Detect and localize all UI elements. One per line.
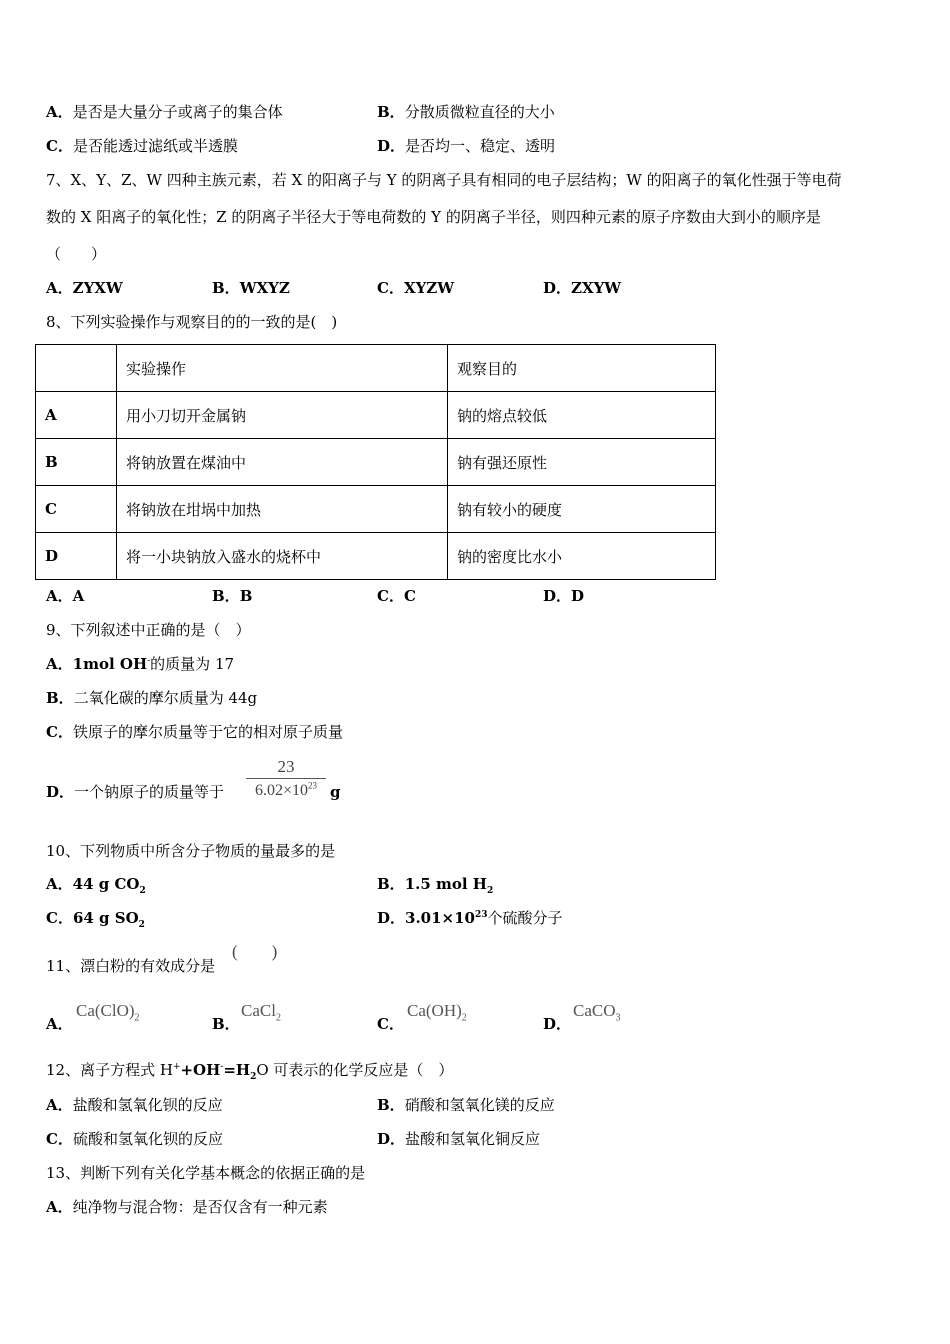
q9-option-a: A．1mol OH-的质量为 17 — [46, 655, 235, 673]
q9-option-b: B．二氧化碳的摩尔质量为 44g — [46, 689, 258, 707]
q9-fraction — [244, 756, 328, 803]
table-header-cell: 观察目的 — [448, 345, 716, 392]
q11-option-b-key: B． — [212, 1015, 240, 1033]
q12-option-a: A．盐酸和氢氧化钡的反应 — [46, 1096, 223, 1114]
table-cell: C — [36, 486, 117, 533]
table-cell: B — [36, 439, 117, 486]
q12-stem: 12、离子方程式 $H^++OH^-=H_2O$ 可表示的化学反应是（ ） — [46, 1061, 454, 1082]
q9-option-d: D．一个钠原子的质量等于 — [46, 783, 225, 801]
table-cell: 钠的熔点较低 — [448, 392, 716, 439]
q11-option-d-formula: CaCO$_3$ — [573, 1001, 621, 1024]
q13-option-a: A．纯净物与混合物：是否仅含有一种元素 — [46, 1198, 328, 1216]
q11-option-d-key: D． — [543, 1015, 572, 1033]
q8-stem: 8、下列实验操作与观察目的的一致的是( ) — [46, 313, 338, 331]
table-cell: 钠的密度比水小 — [448, 533, 716, 580]
q10-stem: 10、下列物质中所含分子物质的量最多的是 — [46, 842, 336, 860]
table-cell: 将钠放在坩埚中加热 — [117, 486, 448, 533]
q6-option-a: A．是否是大量分子或离子的集合体 — [46, 103, 283, 121]
q10-option-b: B．1.5 mol $H_2$ — [377, 875, 494, 896]
table-cell: 钠有较小的硬度 — [448, 486, 716, 533]
q10-option-c: C．64 g $SO_2$ — [46, 909, 145, 930]
q11-option-c-key: C． — [377, 1015, 404, 1033]
table-row — [36, 533, 716, 580]
q9-option-c: C．铁原子的摩尔质量等于它的相对原子质量 — [46, 723, 343, 741]
table-header-row — [36, 345, 716, 392]
table-header-cell: 实验操作 — [117, 345, 448, 392]
q8-option-c: C．C — [377, 587, 416, 605]
table-row — [36, 486, 716, 533]
q12-option-c: C．硫酸和氢氧化钡的反应 — [46, 1130, 223, 1148]
q7-option-d: D．ZXYW — [543, 279, 622, 297]
fraction-denominator: $6.02\times 10^{23}$ — [254, 780, 318, 799]
q8-table — [35, 344, 716, 580]
q11-stem: 11、漂白粉的有效成分是 — [46, 957, 216, 975]
q7-option-c: C．XYZW — [377, 279, 455, 297]
q7-stem-line3: （ ） — [46, 245, 107, 263]
q6-option-d: D．是否均一、稳定、透明 — [377, 137, 556, 155]
q10-option-d: D．$3.01\times 10^{23}$个硫酸分子 — [377, 909, 563, 927]
q11-option-b-formula: CaCl$_2$ — [241, 1001, 281, 1024]
q6-option-b: B．分散质微粒直径的大小 — [377, 103, 555, 121]
table-row — [36, 392, 716, 439]
q12-option-d: D．盐酸和氢氧化铜反应 — [377, 1130, 541, 1148]
table-cell: D — [36, 533, 117, 580]
q7-stem-line2: 数的 X 阳离子的氧化性；Z 的阴离子半径大于等电荷数的 Y 的阴离子半径，则四种元素的原子序数由大到小的顺序是 — [46, 208, 821, 226]
q8-option-a: A．A — [46, 587, 85, 605]
q9-stem: 9、下列叙述中正确的是（ ） — [46, 621, 251, 639]
q7-option-a: A．ZYXW — [46, 279, 123, 297]
q8-option-d: D．D — [543, 587, 585, 605]
q8-option-b: B．B — [212, 587, 253, 605]
table-row — [36, 439, 716, 486]
table-cell: 用小刀切开金属钠 — [117, 392, 448, 439]
q6-option-c: C．是否能透过滤纸或半透膜 — [46, 137, 238, 155]
q11-paren: ( ) — [232, 942, 278, 961]
fraction-numerator: 23 — [277, 757, 295, 776]
table-cell: 钠有强还原性 — [448, 439, 716, 486]
q9-unit: g — [330, 783, 341, 801]
table-header-cell — [36, 345, 117, 392]
q11-option-a-formula: $Ca(ClO)_2$ — [76, 1001, 140, 1024]
q11-option-a-key: A． — [46, 1015, 73, 1033]
table-cell: A — [36, 392, 117, 439]
q13-stem: 13、判断下列有关化学基本概念的依据正确的是 — [46, 1164, 366, 1182]
q12-option-b: B．硝酸和氢氧化镁的反应 — [377, 1096, 555, 1114]
q11-option-c-formula: $Ca(OH)_2$ — [407, 1001, 467, 1024]
table-cell: 将一小块钠放入盛水的烧杯中 — [117, 533, 448, 580]
q10-option-a: A．44 g $CO_2$ — [46, 875, 146, 896]
table-cell: 将钠放置在煤油中 — [117, 439, 448, 486]
q7-option-b: B．WXYZ — [212, 279, 290, 297]
q7-stem-line1: 7、X、Y、Z、W 四种主族元素，若 X 的阳离子与 Y 的阴离子具有相同的电子层结构；W 的阳离子的氧化性强于等电荷 — [46, 171, 842, 189]
